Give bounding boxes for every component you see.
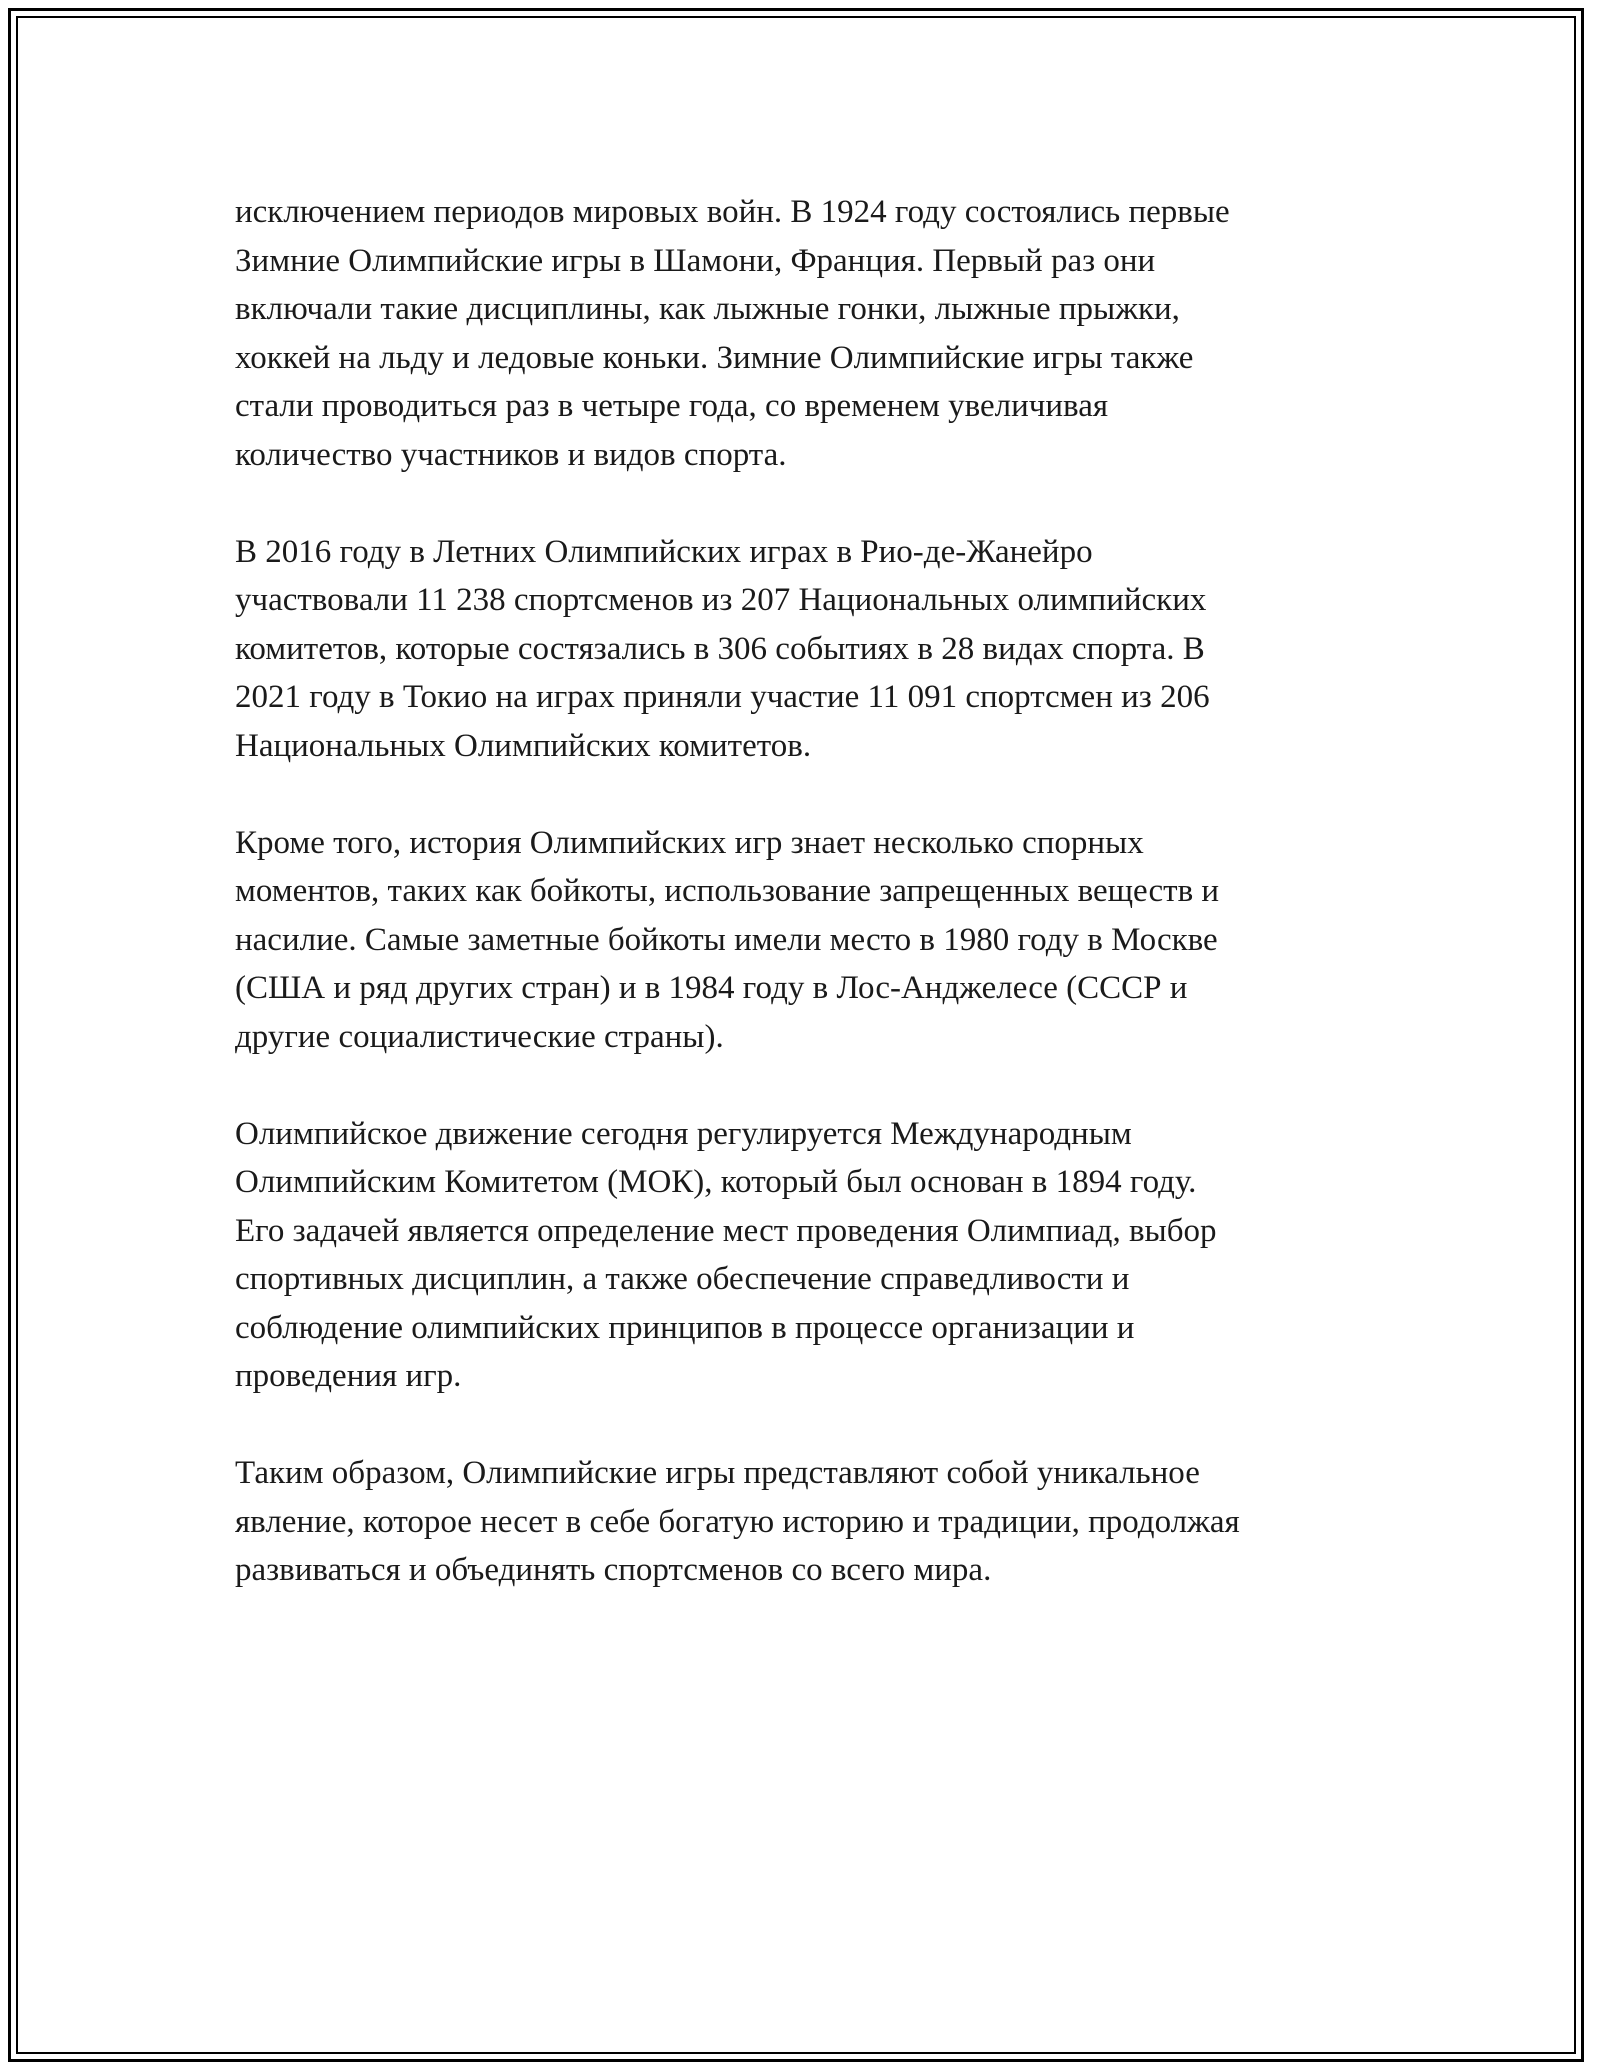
text-line: участвовали 11 238 спортсменов из 207 Национальных олимпийских xyxy=(235,582,1207,618)
text-line: моментов, таких как бойкоты, использование запрещенных веществ и xyxy=(235,873,1220,909)
text-line: хоккей на льду и ледовые коньки. Зимние Олимпийские игры также xyxy=(235,339,1194,376)
text-line: В 2016 году в Летних Олимпийских играх в Рио-де-Жанейро xyxy=(235,533,1093,570)
text-line: Его задачей является определение мест проведения Олимпиад, выбор xyxy=(235,1212,1217,1249)
text-line: 2021 году в Токио на играх приняли участие 11 091 спортсмен из 206 xyxy=(235,679,1210,715)
text-line: соблюдение олимпийских принципов в процессе организации и xyxy=(235,1309,1135,1346)
text-line: Национальных Олимпийских комитетов. xyxy=(235,727,812,764)
text-line: комитетов, которые состязались в 306 событиях в 28 видах спорта. В xyxy=(235,630,1205,667)
text-line: количество участников и видов спорта. xyxy=(235,436,787,473)
paragraph-conclusion xyxy=(235,1449,1375,1595)
document-body xyxy=(235,188,1375,1643)
paragraph-winter-olympics xyxy=(235,188,1375,479)
text-line: проведения игр. xyxy=(235,1358,462,1394)
paragraph-controversies xyxy=(235,819,1375,1062)
text-line: Зимние Олимпийские игры в Шамони, Франция. Первый раз они xyxy=(235,242,1156,279)
text-line: Олимпийское движение сегодня регулируется Международным xyxy=(235,1115,1132,1152)
paragraph-participants xyxy=(235,528,1375,771)
paragraph-ioc xyxy=(235,1110,1375,1401)
text-line: явление, которое несет в себе богатую историю и традиции, продолжая xyxy=(235,1503,1240,1540)
text-line: исключением периодов мировых войн. В 1924 году состоялись первые xyxy=(235,194,1230,230)
text-line: Олимпийским Комитетом (МОК), который был основан в 1894 году. xyxy=(235,1164,1197,1200)
text-line: стали проводиться раз в четыре года, со временем увеличивая xyxy=(235,388,1109,424)
text-line: развиваться и объединять спортсменов со всего мира. xyxy=(235,1552,992,1588)
text-line: (США и ряд других стран) и в 1984 году в Лос-Анджелесе (СССР и xyxy=(235,970,1188,1006)
text-line: включали такие дисциплины, как лыжные гонки, лыжные прыжки, xyxy=(235,291,1180,327)
text-line: Кроме того, история Олимпийских игр знает несколько спорных xyxy=(235,824,1144,861)
text-line: спортивных дисциплин, а также обеспечение справедливости и xyxy=(235,1261,1130,1297)
text-line: насилие. Самые заметные бойкоты имели место в 1980 году в Москве xyxy=(235,921,1218,958)
text-line: другие социалистические страны). xyxy=(235,1018,724,1055)
text-line: Таким образом, Олимпийские игры представляют собой уникальное xyxy=(235,1455,1200,1491)
